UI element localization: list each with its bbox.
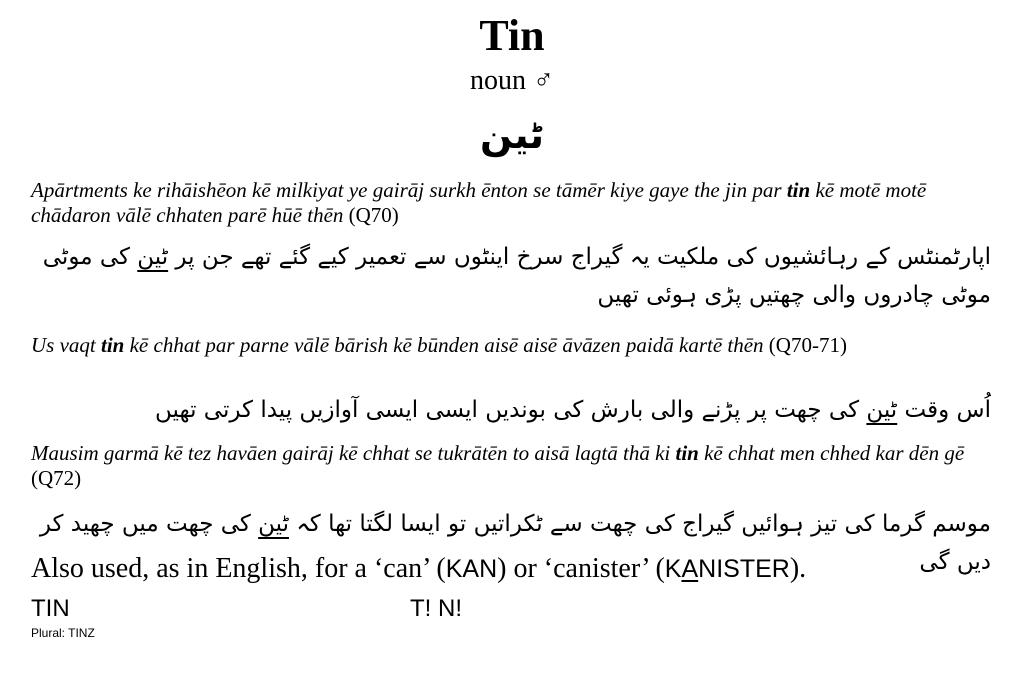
example-3-text-a: Mausim garmā kē tez havāen gairāj kē chhat se tukrātēn to aisā lagtā thā ki bbox=[31, 441, 676, 465]
example-1-keyword: tin bbox=[786, 178, 811, 202]
example-3-transliteration bbox=[31, 441, 991, 491]
example-3-ref: (Q72) bbox=[31, 466, 82, 490]
example-2-ref: (Q70-71) bbox=[768, 333, 847, 357]
usage-text-b: ) or ‘canister’ ( bbox=[497, 553, 665, 584]
respelling: T! N! bbox=[410, 595, 462, 622]
example-1-urdu-a: اپارٹمنٹس کے رہائشیوں کی ملکیت یہ گیراج سرخ اینٹوں سے تعمیر کیے گئے تھے جن پر bbox=[168, 244, 991, 270]
example-2-urdu-keyword: ٹین bbox=[866, 397, 898, 423]
example-3-urdu-a: موسم گرما کی تیز ہوائیں گیراج کی چھت سے ٹکراتیں تو ایسا لگتا تھا کہ bbox=[289, 511, 991, 537]
canister-pron-stress: A bbox=[681, 555, 699, 583]
example-1-ref: (Q70) bbox=[348, 203, 399, 227]
example-3-keyword: tin bbox=[675, 441, 699, 465]
example-2-urdu bbox=[31, 391, 991, 429]
plural-form: Plural: TINZ bbox=[31, 626, 95, 640]
example-1-transliteration bbox=[31, 178, 991, 228]
example-2-text-b: kē chhat par parne vālē bārish kē būnden aisē aisē āvāzen paidā kartē thēn bbox=[124, 333, 769, 357]
can-pronunciation: KAN bbox=[445, 555, 498, 583]
canister-pron-a: K bbox=[664, 555, 682, 583]
usage-note bbox=[31, 552, 806, 586]
example-1-urdu bbox=[31, 238, 991, 314]
example-3-urdu-keyword: ٹین bbox=[258, 511, 290, 537]
spelling: TIN bbox=[31, 595, 70, 622]
example-1-urdu-b: کی موٹی موٹی چادروں والی چھتیں پڑی ہوئی تھیں bbox=[42, 244, 991, 308]
canister-pron-b: NISTER bbox=[698, 555, 790, 583]
usage-text-c: ). bbox=[789, 553, 807, 584]
part-of-speech: noun ♂ bbox=[470, 65, 554, 96]
urdu-headword: ٹین bbox=[480, 113, 544, 157]
example-1-urdu-keyword: ٹین bbox=[137, 244, 169, 270]
headword: Tin bbox=[479, 11, 545, 60]
canister-pronunciation bbox=[665, 555, 790, 583]
example-2-text-a: Us vaqt bbox=[31, 333, 101, 357]
example-2-urdu-a: اُس وقت bbox=[897, 397, 991, 423]
example-1-text-b: kē motē motē chādaron vālē chhaten parē hūē thēn bbox=[31, 178, 927, 227]
example-2-urdu-b: کی چھت پر پڑنے والی بارش کی بوندیں ایسی ایسی آوازیں پیدا کرتی تھیں bbox=[155, 397, 867, 423]
example-1-text-a: Apārtments ke rihāishēon kē milkiyat ye gairāj surkh ēnton se tāmēr kiye gaye the jin par bbox=[31, 178, 787, 202]
example-2-transliteration bbox=[31, 333, 991, 358]
usage-text-a: Also used, as in English, for a ‘can’ ( bbox=[31, 553, 446, 584]
example-3-urdu-b: کی چھت میں چھید کر دیں گی bbox=[39, 511, 991, 575]
example-2-keyword: tin bbox=[101, 333, 125, 357]
example-3-text-b: kē chhat men chhed kar dēn gē bbox=[698, 441, 965, 465]
